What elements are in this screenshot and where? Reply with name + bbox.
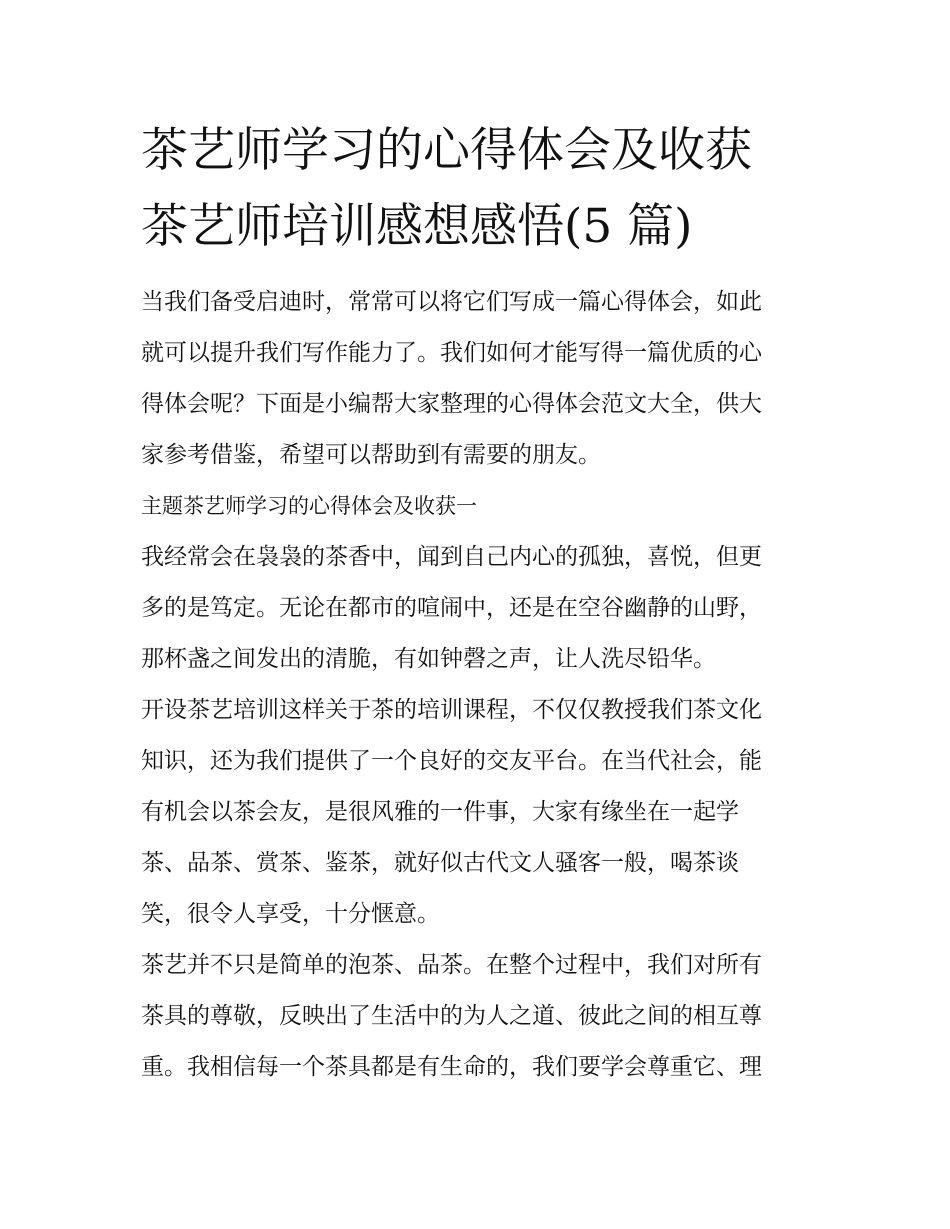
body-line: 那杯盏之间发出的清脆，有如钟磬之声，让人洗尽铅华。 bbox=[141, 646, 716, 672]
body-line: 茶、品茶、赏茶、鉴茶，就好似古代文人骚客一般，喝茶谈 bbox=[141, 850, 739, 876]
body-line: 就可以提升我们写作能力了。我们如何才能写得一篇优质的心 bbox=[141, 340, 762, 366]
body-line: 茶具的尊敬，反映出了生活中的为人之道、彼此之间的相互尊 bbox=[141, 1003, 762, 1029]
body-line: 得体会呢？下面是小编帮大家整理的心得体会范文大全，供大 bbox=[141, 391, 762, 417]
body-line: 当我们备受启迪时，常常可以将它们写成一篇心得体会，如此 bbox=[141, 289, 762, 315]
body-line: 开设茶艺培训这样关于茶的培训课程，不仅仅教授我们茶文化 bbox=[141, 697, 762, 723]
title-line: 茶艺师培训感想感悟(5 篇) bbox=[141, 199, 693, 254]
body-line: 家参考借鉴，希望可以帮助到有需要的朋友。 bbox=[141, 442, 601, 468]
body-line: 多的是笃定。无论在都市的喧闹中，还是在空谷幽静的山野， bbox=[141, 595, 762, 621]
body-line: 有机会以茶会友，是很风雅的一件事，大家有缘坐在一起学 bbox=[141, 799, 739, 825]
body-line: 我经常会在袅袅的茶香中，闻到自己内心的孤独，喜悦，但更 bbox=[141, 544, 762, 570]
body-line: 茶艺并不只是简单的泡茶、品茶。在整个过程中，我们对所有 bbox=[141, 952, 762, 978]
document-body bbox=[141, 277, 821, 1093]
body-line: 知识，还为我们提供了一个良好的交友平台。在当代社会，能 bbox=[141, 748, 762, 774]
document-title bbox=[141, 113, 841, 265]
section-heading: 主题茶艺师学习的心得体会及收获一 bbox=[141, 494, 477, 518]
body-line: 笑，很令人享受，十分惬意。 bbox=[141, 901, 440, 927]
body-line: 重。我相信每一个茶具都是有生命的，我们要学会尊重它、理 bbox=[141, 1054, 762, 1080]
title-line: 茶艺师学习的心得体会及收获 bbox=[141, 123, 752, 178]
